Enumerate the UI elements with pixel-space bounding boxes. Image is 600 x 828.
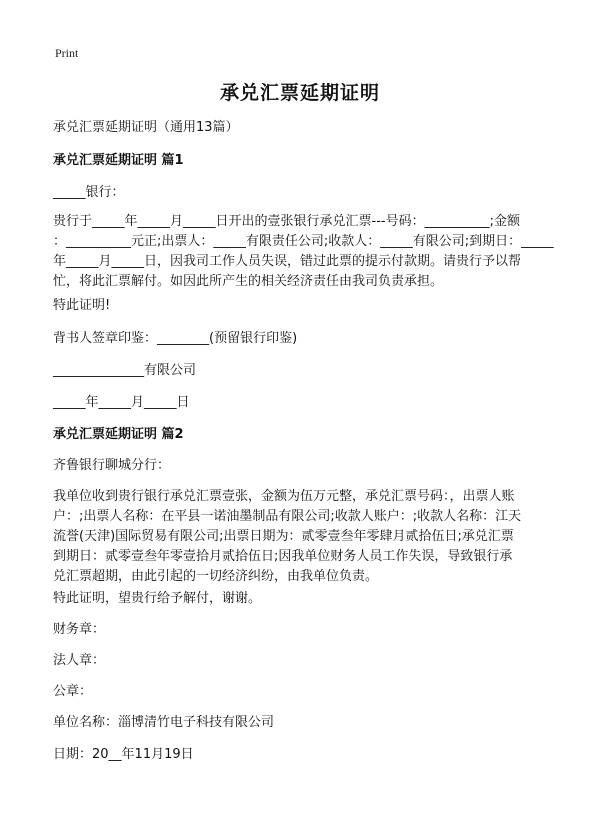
- page-title: 承兑汇票延期证明: [219, 82, 380, 104]
- section1-heading: 承兑汇票延期证明 篇1: [53, 153, 184, 168]
- section2-body-line: 户：;出票人名称：在平县一诺油墨制品有限公司;收款人账户：;收款人名称：江天: [53, 509, 522, 524]
- section1-body-line: 忙，将此汇票解付。如因此所产生的相关经济责任由我司负责承担。: [53, 274, 444, 289]
- section2-body-line: 兑汇票超期，由此引起的一切经济纠纷，由我单位负责。: [53, 569, 379, 584]
- section1-body-line: 年_____月_____日，因我司工作人员失误，错过此票的提示付款期。请贵行予以帮: [53, 254, 522, 269]
- section2-date: 日期：20__年11月19日: [53, 747, 194, 762]
- finance-seal-label: 财务章：: [53, 622, 106, 637]
- section2-request: 特此证明，望贵行给予解付，谢谢。: [53, 591, 262, 606]
- section2-body-line: 流誉(天津)国际贸易有限公司;出票日期为：贰零壹叁年零肆月贰拾伍日;承兑汇票: [53, 529, 514, 544]
- section1-body-line: 贵行于_____年_____月_____日开出的壹张银行承兑汇票---号码：__________;金额: [53, 214, 520, 229]
- section1-company: ______________有限公司: [53, 363, 197, 378]
- legal-seal-label: 法人章：: [53, 653, 106, 668]
- section1-body: [53, 212, 553, 292]
- section2-body: [53, 487, 553, 587]
- print-label: Print: [55, 46, 79, 60]
- section1-salutation: _____银行：: [53, 185, 125, 200]
- section1-date: _____年_____月_____日: [53, 395, 190, 410]
- section2-body-line: 我单位收到贵行银行承兑汇票壹张，金额为伍万元整，承兑汇票号码：，出票人账: [53, 489, 515, 504]
- section1-endorser: 背书人签章印鉴：________(预留银行印鉴): [53, 331, 298, 346]
- section2-salutation: 齐鲁银行聊城分行：: [53, 458, 171, 473]
- official-seal-label: 公章：: [53, 684, 93, 699]
- section1-body-line: ：__________元正;出票人：_____有限责任公司;收款人：_____有限公司;到期日：_____: [53, 234, 554, 249]
- section2-body-line: 到期日：贰零壹叁年零壹拾月贰拾伍日;因我单位财务人员工作失误，导致银行承: [53, 549, 513, 564]
- section1-declaration: 特此证明!: [53, 298, 111, 313]
- unit-name: 单位名称：淄博清竹电子科技有限公司: [53, 715, 275, 730]
- section2-heading: 承兑汇票延期证明 篇2: [53, 427, 184, 442]
- intro-text: 承兑汇票延期证明（通用13篇）: [53, 120, 239, 135]
